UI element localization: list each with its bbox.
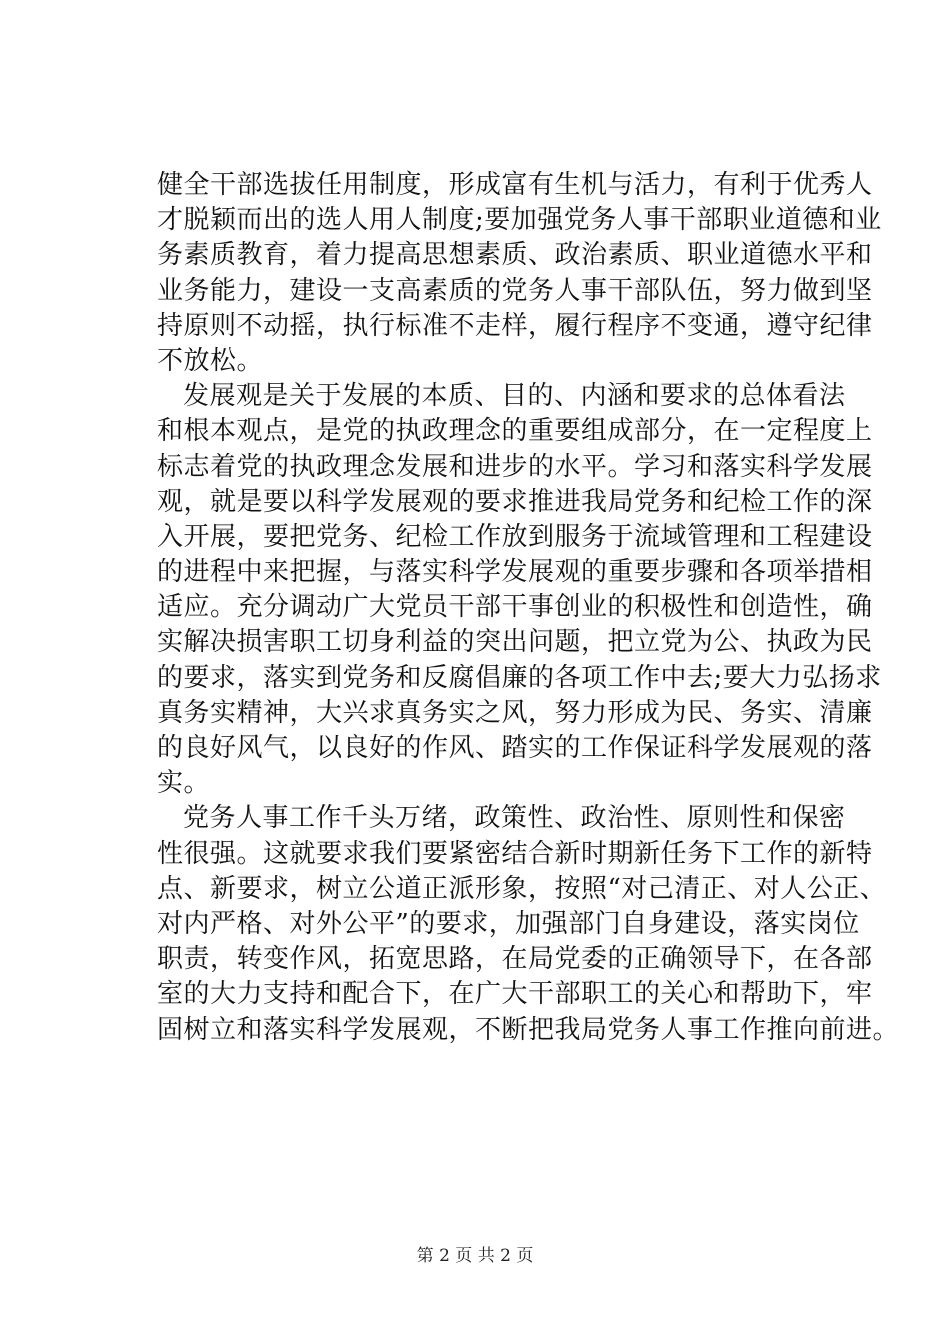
text-line: 职责，转变作风，拓宽思路，在局党委的正确领导下，在各部 (157, 944, 873, 975)
text-line: 对内严格、对外公平”的要求，加强部门自身建设，落实岗位 (157, 908, 860, 939)
text-line: 固树立和落实科学发展观，不断把我局党务人事工作推向前进。 (157, 1014, 900, 1045)
text-line: 的进程中来把握，与落实科学发展观的重要步骤和各项举措相 (157, 557, 873, 588)
text-line: 标志着党的执政理念发展和进步的水平。学习和落实科学发展 (157, 451, 873, 482)
paragraph-start-line: 发展观是关于发展的本质、目的、内涵和要求的总体看法 (183, 381, 846, 412)
text-line: 适应。充分调动广大党员干部干事创业的积极性和创造性，确 (157, 592, 873, 623)
text-line: 实。 (157, 768, 211, 799)
text-line: 和根本观点，是党的执政理念的重要组成部分，在一定程度上 (157, 416, 873, 447)
text-line: 不放松。 (157, 345, 264, 376)
text-line: 真务实精神，大兴求真务实之风，努力形成为民、务实、清廉 (157, 697, 873, 728)
text-line: 健全干部选拔任用制度，形成富有生机与活力，有利于优秀人 (157, 170, 873, 200)
paragraph-start-line: 党务人事工作千头万绪，政策性、政治性、原则性和保密 (183, 803, 846, 834)
body-text (157, 168, 900, 1048)
text-line: 的要求，落实到党务和反腐倡廉的各项工作中去;要大力弘扬求 (157, 662, 882, 693)
text-line: 实解决损害职工切身利益的突出问题，把立党为公、执政为民 (157, 627, 873, 658)
page-number-label: 第 2 页 共 2 页 (416, 1246, 534, 1266)
text-line: 业务能力，建设一支高素质的党务人事干部队伍，努力做到坚 (157, 275, 873, 306)
text-line: 点、新要求，树立公道正派形象，按照“对己清正、对人公正、 (157, 873, 887, 904)
text-line: 持原则不动摇，执行标准不走样，履行程序不变通，遵守纪律 (157, 310, 873, 341)
text-line: 入开展，要把党务、纪检工作放到服务于流域管理和工程建设 (157, 521, 873, 552)
text-line: 的良好风气，以良好的作风、踏实的工作保证科学发展观的落 (157, 733, 873, 763)
text-line: 才脱颖而出的选人用人制度;要加强党务人事干部职业道德和业 (157, 205, 882, 236)
text-line: 性很强。这就要求我们要紧密结合新时期新任务下工作的新特 (157, 838, 873, 869)
page-footer (0, 1244, 950, 1268)
text-line: 观，就是要以科学发展观的要求推进我局党务和纪检工作的深 (157, 486, 873, 517)
text-line: 务素质教育，着力提高思想素质、政治素质、职业道德水平和 (157, 240, 873, 271)
text-line: 室的大力支持和配合下，在广大干部职工的关心和帮助下，牢 (157, 979, 873, 1010)
